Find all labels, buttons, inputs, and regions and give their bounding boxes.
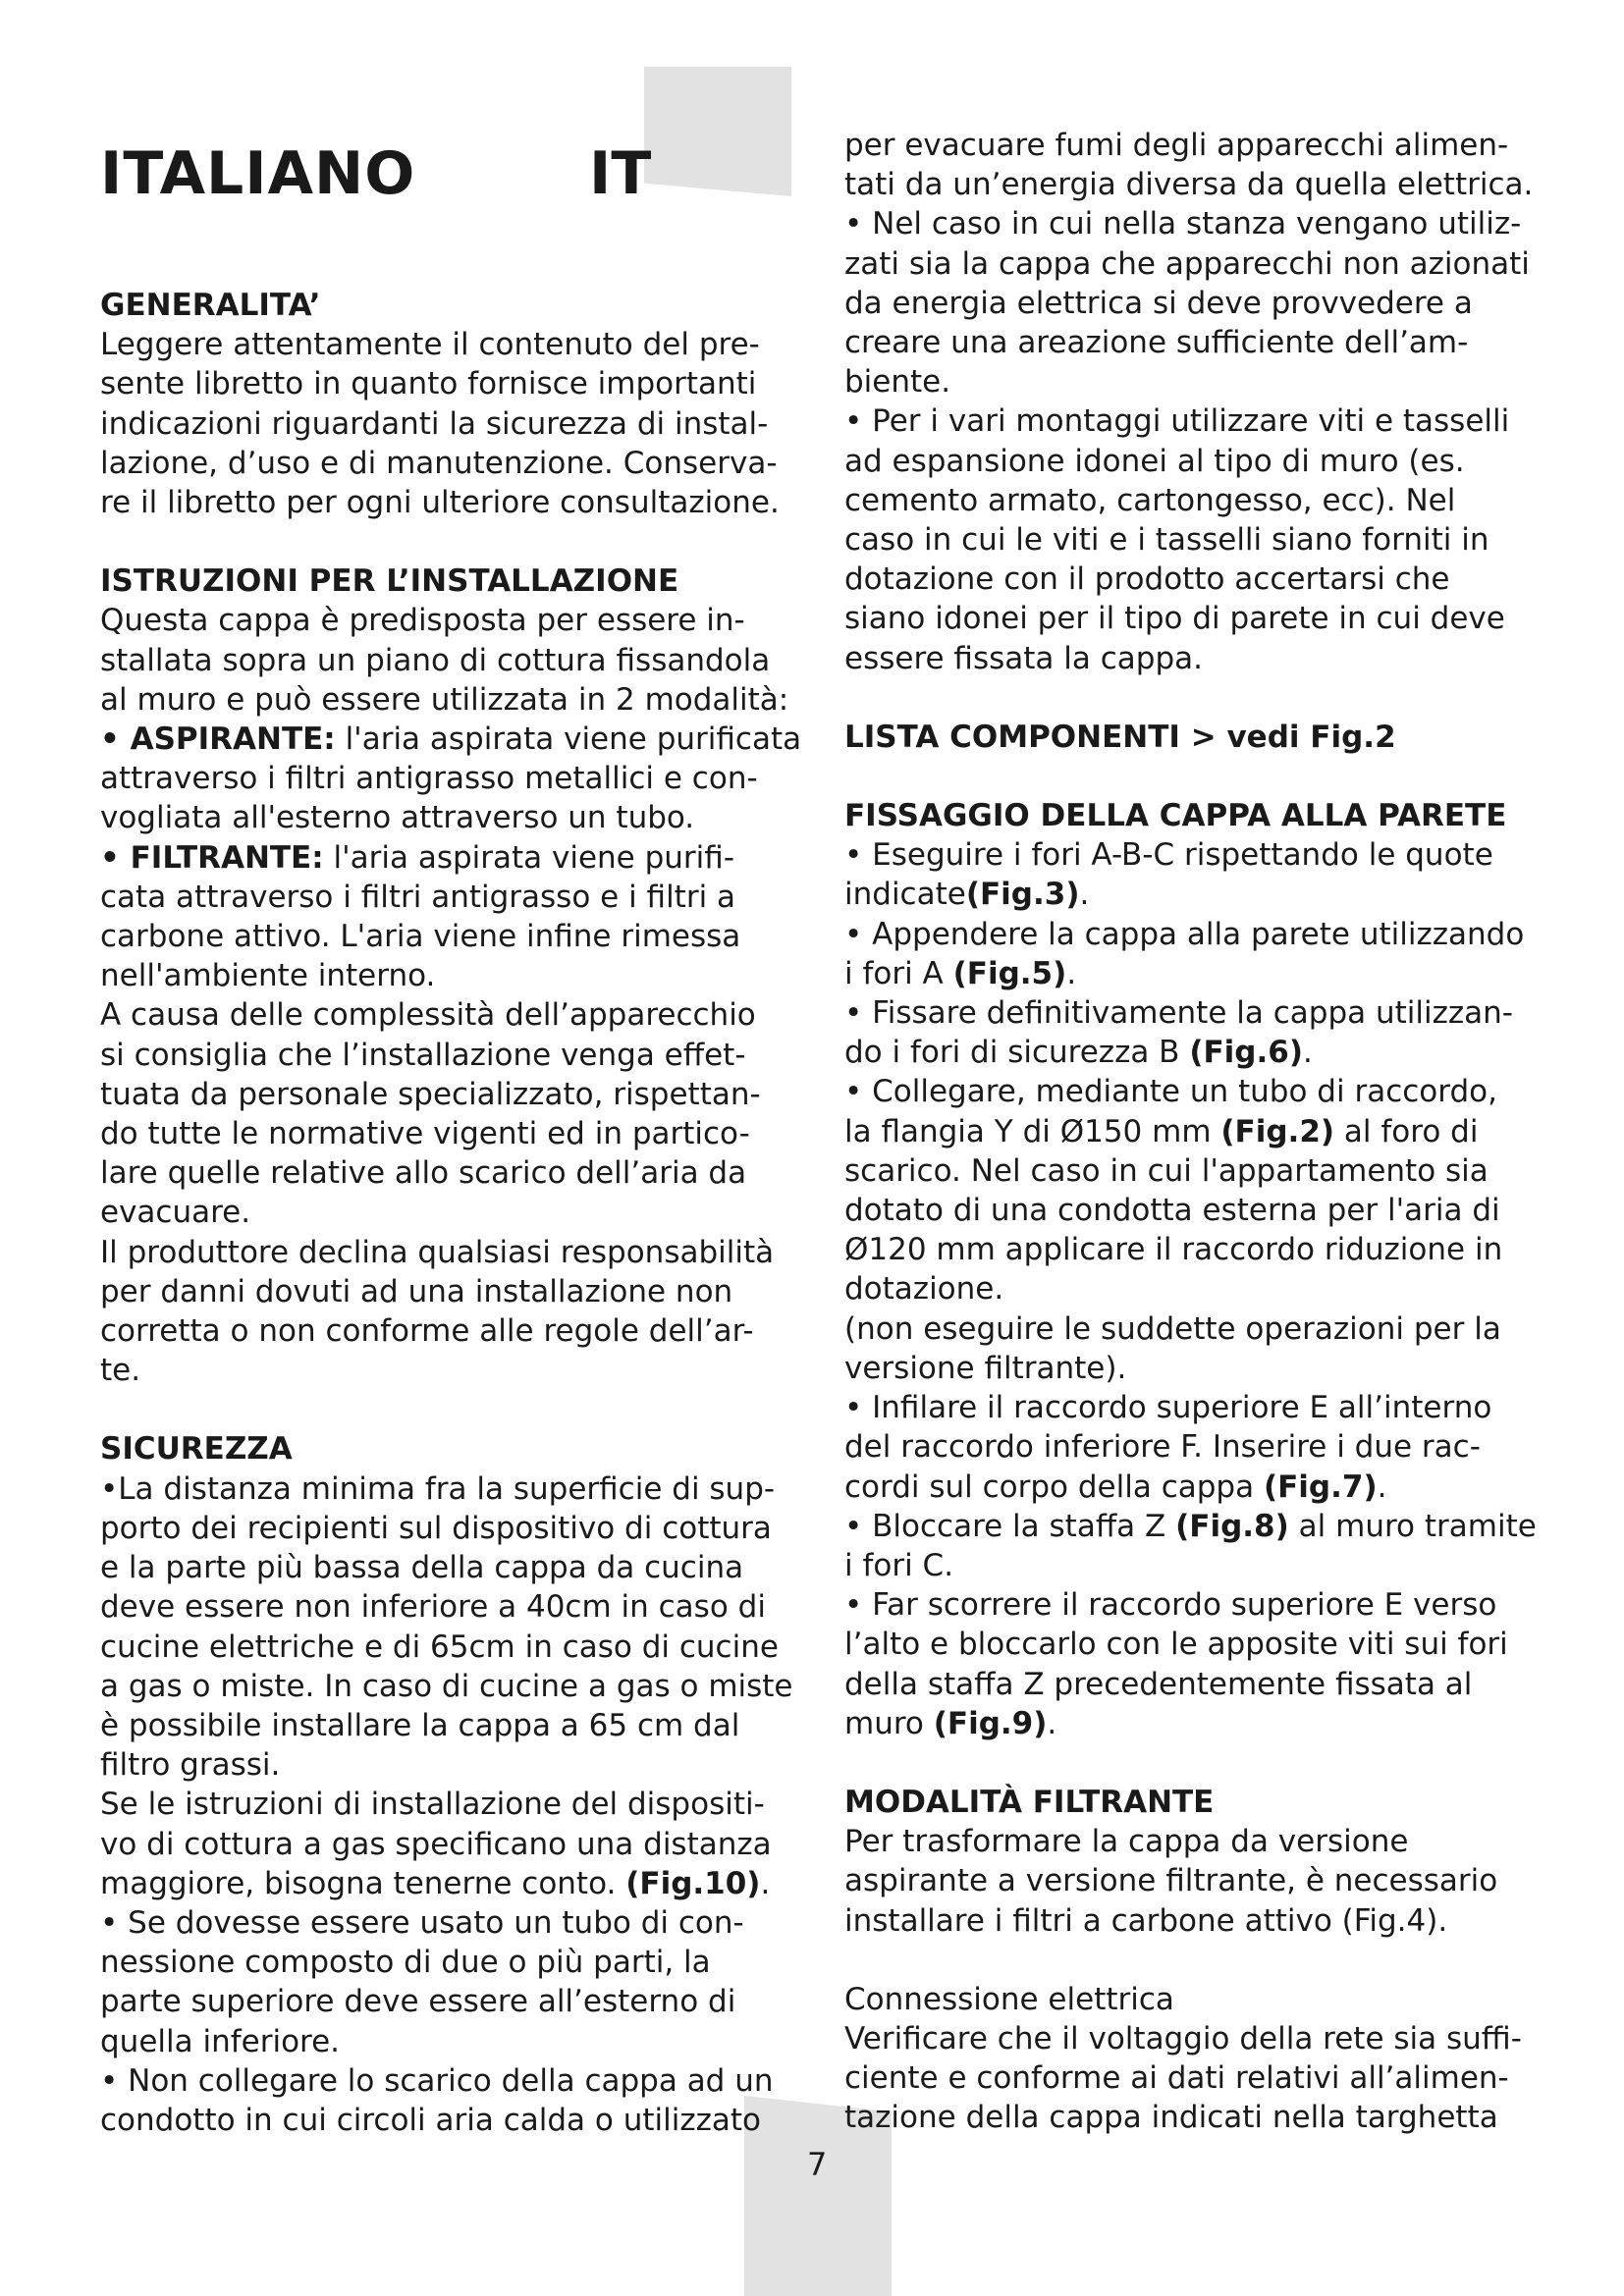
text-line: evacuare. <box>100 1195 251 1231</box>
text-span: . <box>1303 1035 1313 1071</box>
text-line: dotazione. <box>844 1271 1004 1308</box>
text-line: da energia elettrica si deve provvedere a <box>844 285 1473 321</box>
grey-tab-top <box>644 67 791 196</box>
text-line: nessione composto di due o più parti, la <box>100 1945 711 1981</box>
spacer <box>844 678 1542 718</box>
text-line: A causa delle complessità dell’apparecchio <box>100 997 756 1034</box>
text-line <box>844 1507 1542 1546</box>
spacer <box>100 1390 807 1429</box>
section-heading-lista-componenti: LISTA COMPONENTI > vedi Fig.2 <box>844 719 1396 755</box>
text-line: biente. <box>844 364 951 400</box>
text-line: • Per i vari montaggi utilizzare viti e tasselli <box>844 403 1510 440</box>
text-line: parte superiore deve essere all’esterno di <box>100 1984 736 2020</box>
text-line: vogliata all'esterno attraverso un tubo. <box>100 800 695 836</box>
section-heading-fissaggio: FISSAGGIO DELLA CAPPA ALLA PARETE <box>844 798 1507 834</box>
language-code: IT <box>589 139 652 208</box>
filtrante-text: l'aria aspirata viene purifi- <box>323 839 735 876</box>
fig2-reference: (Fig.2) <box>1220 1113 1335 1149</box>
page-number: 7 <box>807 2146 828 2183</box>
text-line: porto dei recipienti sul dispositivo di cottura <box>100 1510 772 1546</box>
text-line: deve essere non inferiore a 40cm in caso di <box>100 1589 766 1626</box>
section-heading-connessione: Connessione elettrica <box>844 1981 1174 2017</box>
text-line <box>844 875 1542 914</box>
fig8-reference: (Fig.8) <box>1175 1508 1289 1544</box>
text-line: dotazione con il prodotto accertarsi che <box>844 561 1450 598</box>
text-line: Per trasformare la cappa da versione <box>844 1824 1409 1860</box>
text-line: filtro grassi. <box>100 1747 281 1784</box>
text-span: la flangia Y di Ø150 mm <box>844 1113 1221 1149</box>
text-line: Ø120 mm applicare il raccordo riduzione in <box>844 1232 1503 1268</box>
text-line: tazione della cappa indicati nella targhetta <box>844 2100 1498 2136</box>
text-span: cordi sul corpo della cappa <box>844 1468 1264 1505</box>
text-line <box>844 1704 1542 1743</box>
text-line: essere fissata la cappa. <box>844 640 1203 676</box>
text-line: • Se dovesse essere usato un tubo di con- <box>100 1904 744 1941</box>
aspirante-label: • ASPIRANTE: <box>100 721 336 758</box>
text-line: è possibile installare la cappa a 65 cm dal <box>100 1707 740 1743</box>
fig10-text: maggiore, bisogna tenerne conto. <box>100 1865 626 1901</box>
right-column <box>844 126 1542 2138</box>
section-heading-modalita-filtrante: MODALITÀ FILTRANTE <box>844 1784 1215 1820</box>
text-line: vo di cottura a gas specificano una distanza <box>100 1826 772 1862</box>
text-line: corretta o non conforme alle regole dell’ar- <box>100 1313 754 1350</box>
text-line: • Appendere la cappa alla parete utilizzando <box>844 916 1525 952</box>
text-span: indicate <box>844 877 966 913</box>
text-line: re il libretto per ogni ulteriore consultazione. <box>100 485 780 521</box>
text-line: creare una areazione sufficiente dell’am- <box>844 325 1469 361</box>
text-line: ad espansione idonei al tipo di muro (es. <box>844 443 1465 479</box>
text-line: versione filtrante). <box>844 1350 1127 1386</box>
text-line: te. <box>100 1353 141 1389</box>
text-line: della staffa Z precedentemente fissata al <box>844 1666 1473 1702</box>
text-line: ciente e conforme ai dati relativi all’alimen- <box>844 2060 1509 2097</box>
text-line: • Collegare, mediante un tubo di raccordo, <box>844 1074 1497 1110</box>
text-line: per danni dovuti ad una installazione non <box>100 1273 733 1309</box>
text-line <box>844 1112 1542 1151</box>
text-line <box>844 1468 1542 1507</box>
text-line: carbone attivo. L'aria viene infine rimessa <box>100 919 741 955</box>
aspirante-text: l'aria aspirata viene purificata <box>335 721 802 758</box>
text-line: cucine elettriche e di 65cm in caso di cucine <box>100 1629 779 1665</box>
fig10-reference: (Fig.10) <box>625 1865 761 1901</box>
text-span: . <box>1079 877 1090 913</box>
fig5-reference: (Fig.5) <box>952 955 1067 991</box>
text-line: caso in cui le viti e i tasselli siano forniti in <box>844 522 1489 559</box>
section-heading-sicurezza: SICUREZZA <box>100 1431 293 1468</box>
text-line: condotto in cui circoli aria calda o utilizzato <box>100 2102 762 2138</box>
text-line: (non eseguire le suddette operazioni per la <box>844 1310 1501 1347</box>
text-line: • Fissare definitivamente la cappa utilizzan- <box>844 995 1513 1032</box>
spacer <box>844 757 1542 796</box>
text-line-fig10 <box>100 1864 807 1903</box>
text-line <box>844 954 1542 993</box>
fig7-reference: (Fig.7) <box>1263 1468 1378 1505</box>
text-line: per evacuare fumi degli apparecchi alimen- <box>844 128 1509 163</box>
text-span: i fori A <box>844 955 953 991</box>
left-column <box>100 286 807 2140</box>
text-line: cata attraverso i filtri antigrasso e i filtri a <box>100 879 736 915</box>
text-line: lazione, d’uso e di manutenzione. Conserva- <box>100 445 778 481</box>
text-line: dotato di una condotta esterna per l'aria di <box>844 1193 1500 1229</box>
text-line: • Infilare il raccordo superiore E all’interno <box>844 1390 1492 1426</box>
text-line: nell'ambiente interno. <box>100 958 436 994</box>
fig9-reference: (Fig.9) <box>933 1705 1048 1741</box>
text-line: aspirante a versione filtrante, è necessario <box>844 1863 1498 1899</box>
filtrante-label: • FILTRANTE: <box>100 839 324 876</box>
text-line: quella inferiore. <box>100 2023 341 2059</box>
text-line: Se le istruzioni di installazione del dispositi- <box>100 1787 765 1823</box>
spacer <box>844 1941 1542 1980</box>
section-heading-generalita: GENERALITA’ <box>100 288 321 323</box>
spacer <box>844 1743 1542 1783</box>
text-line: siano idonei per il tipo di parete in cui deve <box>844 601 1505 637</box>
text-span: al foro di <box>1334 1113 1479 1149</box>
text-line-filtrante <box>100 838 807 878</box>
text-line: l’alto e bloccarlo con le apposite viti sui fori <box>844 1627 1508 1663</box>
text-line: • Eseguire i fori A-B-C rispettando le quote <box>844 837 1493 874</box>
text-line: tati da un’energia diversa da quella elettrica. <box>844 167 1534 203</box>
text-line: indicazioni riguardanti la sicurezza di instal- <box>100 405 769 442</box>
text-span: do i fori di sicurezza B <box>844 1035 1190 1071</box>
fig3-reference: (Fig.3) <box>965 877 1080 913</box>
text-line: scarico. Nel caso in cui l'appartamento sia <box>844 1152 1489 1189</box>
text-line: si consiglia che l’installazione venga effet- <box>100 1037 746 1073</box>
text-line: cemento armato, cartongesso, ecc). Nel <box>844 482 1456 518</box>
text-span: . <box>1066 955 1077 991</box>
text-span: . <box>1377 1468 1387 1505</box>
text-line: Verificare che il voltaggio della rete sia suffi- <box>844 2020 1522 2056</box>
text-line: • Far scorrere il raccordo superiore E verso <box>844 1587 1497 1624</box>
text-span: • Bloccare la staffa Z <box>844 1508 1176 1544</box>
fig10-end: . <box>760 1865 771 1901</box>
section-heading-istruzioni: ISTRUZIONI PER L’INSTALLAZIONE <box>100 563 679 600</box>
text-span: al muro tramite <box>1288 1508 1537 1544</box>
text-line: • Nel caso in cui nella stanza vengano utiliz- <box>844 206 1522 242</box>
text-span: . <box>1047 1705 1057 1741</box>
text-line: do tutte le normative vigenti ed in partico- <box>100 1116 750 1152</box>
text-line: i fori C. <box>844 1547 954 1583</box>
text-line: Il produttore declina qualsiasi responsabilità <box>100 1234 775 1270</box>
text-line: del raccordo inferiore F. Inserire i due rac- <box>844 1429 1481 1466</box>
text-line: e la parte più bassa della cappa da cucina <box>100 1550 744 1586</box>
text-line-aspirante <box>100 720 807 759</box>
text-line: al muro e può essere utilizzata in 2 modalità: <box>100 681 789 718</box>
text-line: zati sia la cappa che apparecchi non azionati <box>844 245 1530 282</box>
text-line <box>844 1033 1542 1072</box>
text-line: Questa cappa è predisposta per essere in- <box>100 603 745 639</box>
fig6-reference: (Fig.6) <box>1189 1035 1303 1071</box>
text-line: attraverso i filtri antigrasso metallici e con- <box>100 761 758 797</box>
page-title: ITALIANO <box>100 139 416 208</box>
text-line: a gas o miste. In caso di cucine a gas o miste <box>100 1668 793 1704</box>
spacer <box>100 522 807 561</box>
text-span: muro <box>844 1705 934 1741</box>
text-line: • Non collegare lo scarico della cappa ad un <box>100 2062 774 2099</box>
text-line: lare quelle relative allo scarico dell’aria da <box>100 1155 747 1192</box>
text-line: installare i filtri a carbone attivo (Fig.4). <box>844 1902 1448 1939</box>
text-line: stallata sopra un piano di cottura fissandola <box>100 642 771 678</box>
text-line: tuata da personale specializzato, rispettan- <box>100 1076 761 1112</box>
text-line: sente libretto in quanto fornisce importanti <box>100 366 757 402</box>
text-line: Leggere attentamente il contenuto del pre- <box>100 327 760 363</box>
text-line: •La distanza minima fra la superficie di sup- <box>100 1470 776 1507</box>
